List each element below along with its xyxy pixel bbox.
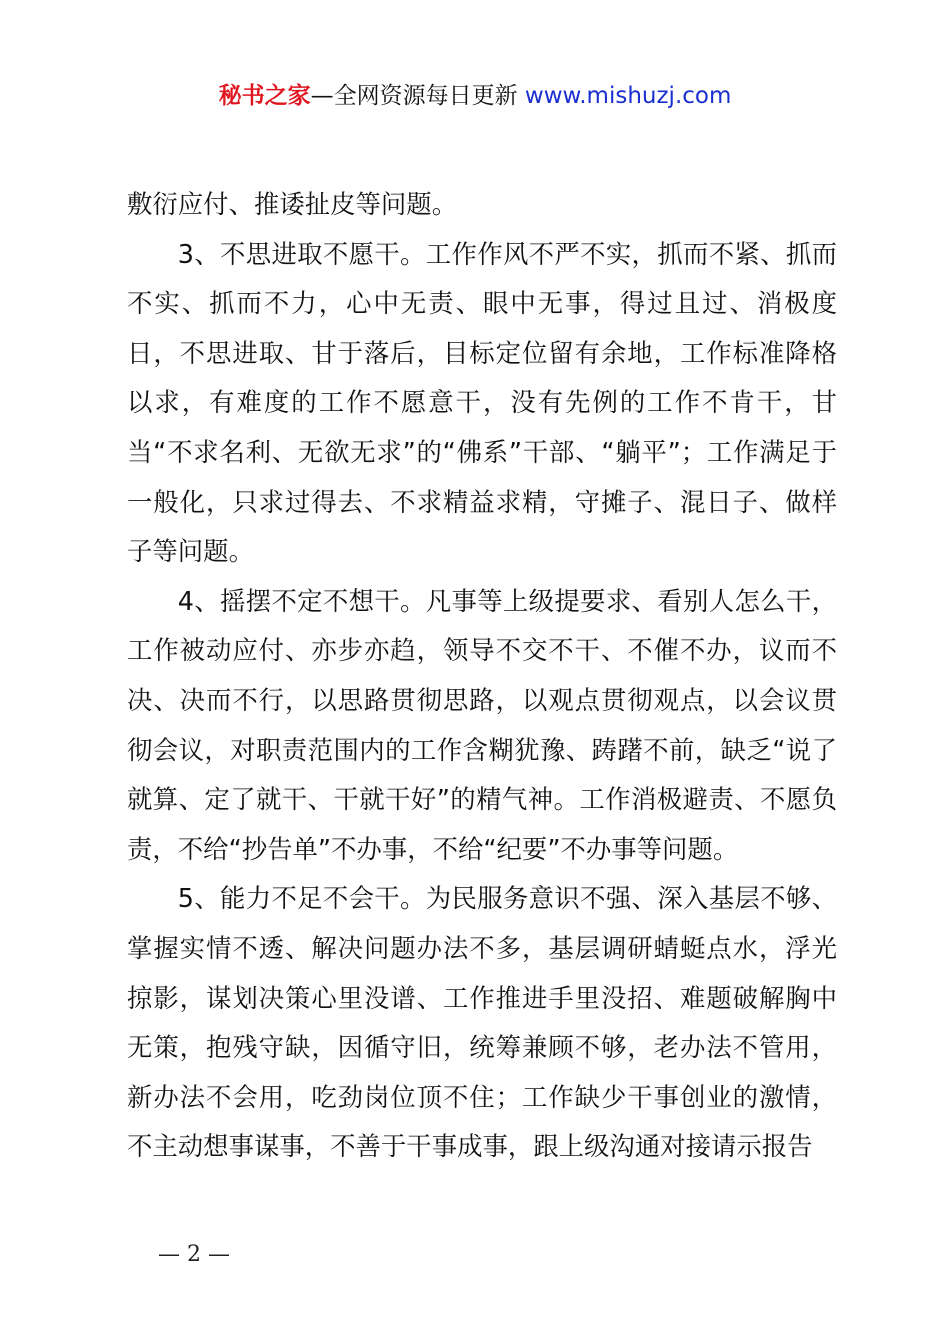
site-header	[0, 80, 950, 112]
paragraph-item-3: 3、不思进取不愿干。工作作风不严不实，抓而不紧、抓而不实、抓而不力，心中无责、眼中无事，得过且过、消极度日，不思进取、甘于落后，目标定位留有余地，工作标准降格以求，有难度的工作不愿意干，没有先例的工作不肯干，甘当“不求名利、无欲无求”的“佛系”干部、“躺平”；工作满足于一般化，只求过得去、不求精益求精，守摊子、混日子、做样子等问题。	[127, 238, 837, 567]
paragraph-item-5: 5、能力不足不会干。为民服务意识不强、深入基层不够、掌握实情不透、解决问题办法不多，基层调研蜻蜓点水，浮光掠影，谋划决策心里没谱、工作推进手里没招、难题破解胸中无策，抱残守缺，因循守旧，统筹兼顾不够，老办法不管用，新办法不会用，吃劲岗位顶不住；工作缺少干事创业的激情，不主动想事谋事，不善于干事成事，跟上级沟通对接请示报告	[127, 883, 837, 1162]
paragraph-item-4: 4、摇摆不定不想干。凡事等上级提要求、看别人怎么干，工作被动应付、亦步亦趋，领导不交不干、不催不办，议而不决、决而不行，以思路贯彻思路，以观点贯彻观点，以会议贯彻会议，对职责范围内的工作含糊犹豫、踌躇不前，缺乏“说了就算、定了就干、干就干好”的精气神。工作消极避责、不愿负责，不给“抄告单”不办事，不给“纪要”不办事等问题。	[127, 585, 837, 864]
site-brand: 秘书之家	[218, 83, 311, 109]
site-tagline: —全网资源每日更新	[310, 83, 525, 109]
document-body	[127, 180, 837, 1172]
site-url-link[interactable]: www.mishuzj.com	[524, 83, 732, 109]
paragraph-continuation: 敷衍应付、推诿扯皮等问题。	[127, 189, 458, 219]
page-number: — 2 —	[158, 1242, 230, 1267]
